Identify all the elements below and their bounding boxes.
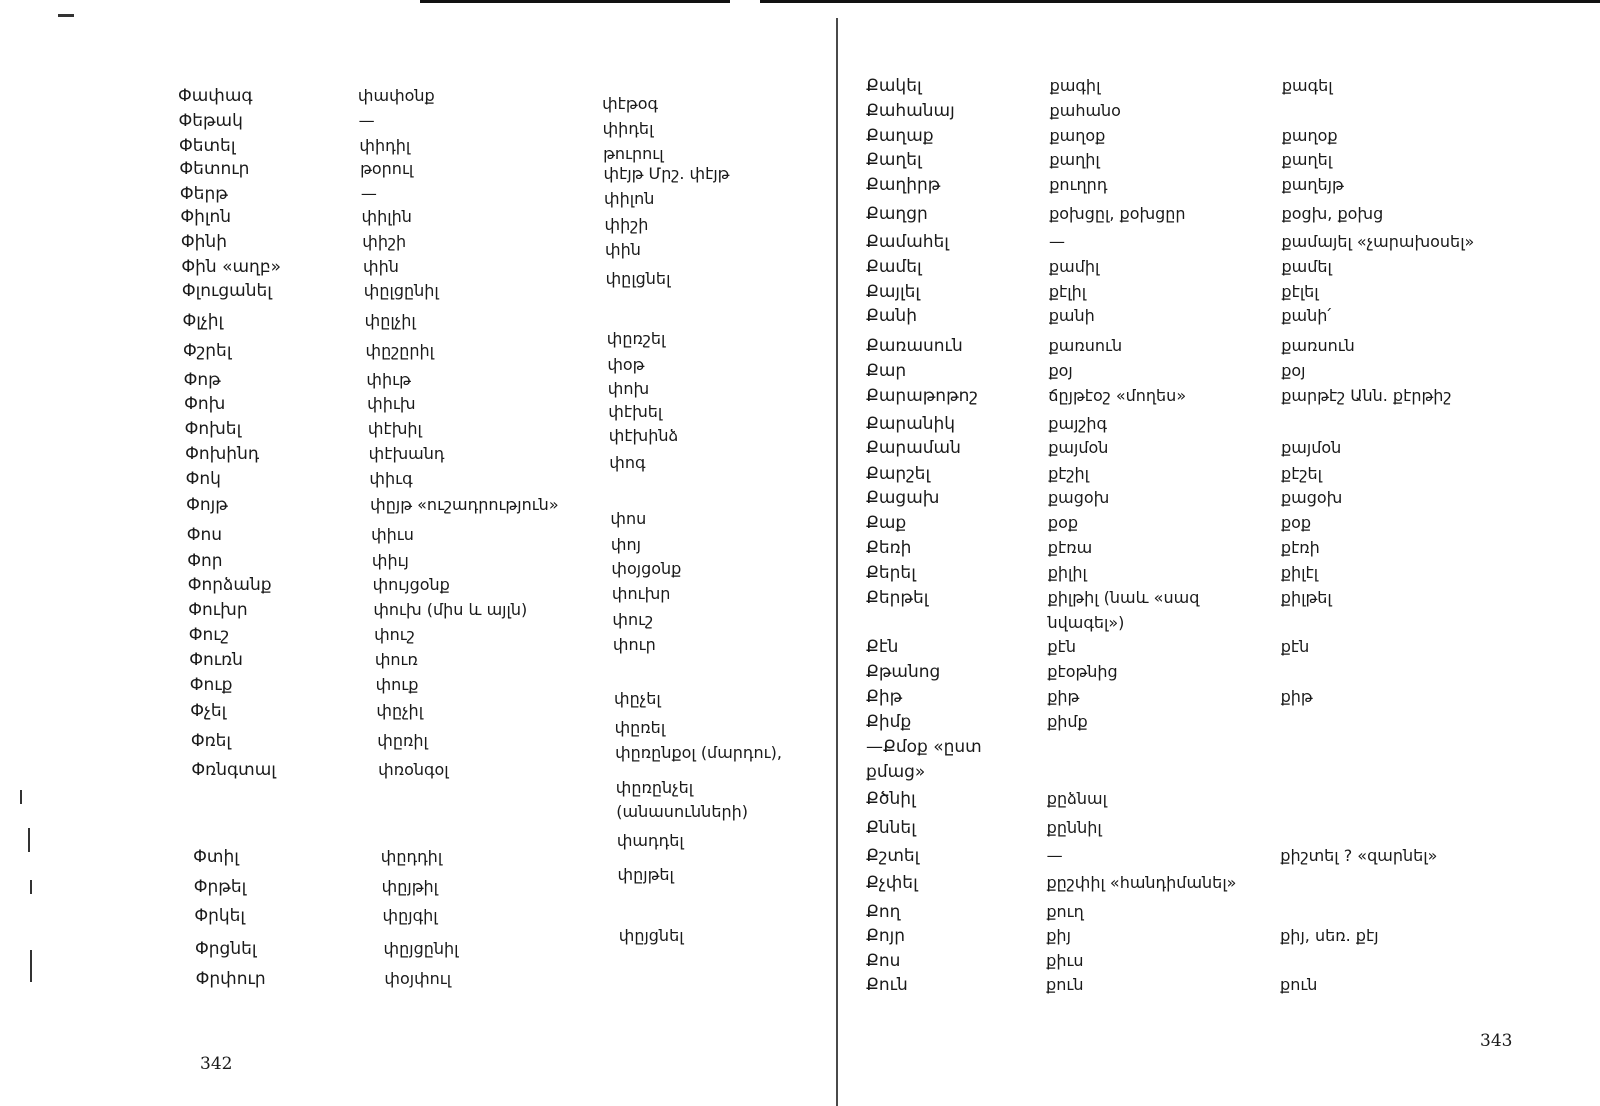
- dialect-form-2: փէյթ Մրշ. փէյթ: [603, 164, 730, 183]
- headword: Փրկել: [194, 906, 246, 926]
- dialect-form-1: փուխ (միս և այլն): [373, 600, 528, 619]
- dialect-form-1: —: [1046, 846, 1063, 865]
- dialect-form-2: փիդել: [602, 119, 654, 138]
- dialect-form-2: փըռշել: [606, 329, 666, 348]
- dialect-form-2: փոս: [610, 509, 647, 528]
- dialect-form-1: փուք: [375, 675, 419, 694]
- headword: Փոխել: [184, 419, 242, 439]
- dialect-form-1: քուն: [1046, 975, 1084, 994]
- headword: Քարաթոթոշ: [866, 386, 978, 406]
- headword: Փուշ: [188, 625, 230, 645]
- dialect-form-2: թուրուլ: [603, 144, 664, 163]
- headword: Քուն: [866, 975, 908, 995]
- dialect-form-1: փիւգ: [369, 469, 413, 488]
- page-number: 343: [1480, 1031, 1513, 1051]
- dialect-form-2: փոյ: [610, 535, 641, 554]
- dialect-form-1: քըձնալ: [1046, 789, 1107, 808]
- dialect-form-1: քէն: [1047, 637, 1076, 656]
- headword: Քշտել: [866, 846, 920, 866]
- dialect-form-1: փըշըրիլ: [365, 341, 435, 360]
- dialect-form-2: քօցխ, քօխց: [1281, 204, 1384, 223]
- dialect-form-1: փույցօնք: [372, 575, 450, 594]
- dialect-form-1: փըլցընիլ: [363, 281, 439, 300]
- dialect-form-1: քուղրդ: [1049, 175, 1108, 194]
- headword: Փռել: [190, 731, 232, 751]
- dialect-form-1: քացօխ: [1048, 488, 1110, 507]
- headword: Փուք: [189, 675, 233, 695]
- page-number: 342: [200, 1054, 233, 1074]
- headword: Քերթել: [866, 588, 929, 608]
- dialect-form-1: քագիլ: [1049, 76, 1101, 95]
- dialect-form-2: քիշտել ? «զարնել»: [1280, 846, 1438, 865]
- headword: —Քմօք «ըստ: [866, 737, 982, 757]
- dialect-form-1: փըյթիլ: [381, 877, 438, 896]
- headword: Քեռի: [866, 538, 912, 558]
- headword: Փրթել: [193, 877, 247, 897]
- dialect-form-1: փէխանդ: [368, 444, 445, 463]
- dialect-form-1: քօք: [1047, 513, 1078, 532]
- dialect-form-2: փըռընչել: [615, 778, 694, 797]
- dialect-form-1: փուշ: [374, 625, 415, 644]
- right-page: [840, 0, 1600, 1106]
- headword: Քչփել: [866, 873, 918, 893]
- dialect-form-2: փէխել: [608, 402, 663, 421]
- dialect-form-2: փիշի: [604, 215, 649, 234]
- dialect-form-2: քիլթել: [1280, 588, 1332, 607]
- headword: Փուխր: [188, 600, 248, 620]
- headword: Փերթ: [179, 184, 228, 204]
- headword: Քարաման: [866, 438, 961, 458]
- headword: Քաղաք: [866, 126, 934, 146]
- dialect-form-1: քէշիլ: [1048, 464, 1089, 483]
- dialect-form-2: քիլէլ: [1280, 563, 1319, 582]
- dialect-form-1: քանի: [1048, 306, 1095, 325]
- dialect-form-1: փըչիլ: [376, 701, 424, 720]
- headword: Փրցնել: [195, 939, 257, 959]
- dialect-form-2: քիթ: [1280, 687, 1313, 706]
- dialect-form-2: փըյթել: [617, 865, 674, 884]
- headword: Փորձանք: [187, 575, 272, 595]
- headword: Փլուցանել: [181, 281, 272, 301]
- headword: Քաղցր: [866, 204, 928, 224]
- dialect-form-1: փուռ: [374, 650, 418, 669]
- dialect-form-2: քայմօն: [1281, 438, 1342, 457]
- dialect-form-1: քէօթնից: [1047, 662, 1118, 681]
- headword: Քթանոց: [866, 662, 941, 682]
- dialect-form-2: փէխինձ: [608, 426, 679, 445]
- dialect-form-1: քիմք: [1047, 712, 1088, 731]
- headword: Փետուր: [179, 159, 250, 179]
- headword: Քարշել: [866, 464, 931, 484]
- dialect-form-1: նվագել»): [1047, 613, 1125, 632]
- headword: Փինի: [180, 232, 227, 252]
- dialect-form-1: քամիլ: [1048, 257, 1100, 276]
- headword: Քար: [866, 361, 907, 381]
- dialect-form-1: փըդդիլ: [380, 847, 443, 866]
- headword: Փոյթ: [186, 495, 228, 515]
- headword: Փոս: [186, 525, 223, 545]
- dialect-form-1: քիլթիլ (նաև «սազ: [1047, 588, 1200, 607]
- dialect-form-1: փըլչիլ: [364, 311, 416, 330]
- headword: Քամել: [866, 257, 922, 277]
- headword: Քարանիկ: [866, 414, 956, 434]
- headword: Քոս: [866, 951, 901, 971]
- headword: Փլչիլ: [182, 311, 224, 331]
- dialect-form-2: փըլցնել: [605, 269, 671, 288]
- dialect-form-1: քահանօ: [1049, 101, 1121, 120]
- headword: Փշրել: [183, 341, 232, 361]
- dialect-form-1: քիլիլ: [1047, 563, 1087, 582]
- dialect-form-2: քամայել «չարախօսել»: [1281, 232, 1475, 251]
- dialect-form-1: քըննիլ: [1046, 818, 1102, 837]
- dialect-form-1: փըռիլ: [377, 731, 428, 750]
- dialect-form-2: քագել: [1281, 76, 1333, 95]
- dialect-form-1: քայմօն: [1048, 438, 1109, 457]
- dialect-form-1: —: [358, 111, 375, 130]
- headword: Քաղիրթ: [866, 175, 941, 195]
- headword: Քամահել: [866, 232, 949, 252]
- dialect-form-1: քիւս: [1046, 951, 1084, 970]
- dialect-form-2: փիլոն: [604, 189, 655, 208]
- headword: Փտիլ: [193, 847, 239, 867]
- headword: Փուռն: [189, 650, 243, 670]
- headword: Քող: [866, 902, 901, 922]
- headword: Փին «աղբ»: [181, 257, 282, 277]
- dialect-form-1: քառսուն: [1048, 336, 1123, 355]
- headword: Փեթակ: [178, 111, 243, 131]
- headword: Փոխինդ: [185, 444, 260, 464]
- dialect-form-1: փափօնք: [357, 86, 435, 105]
- dialect-form-1: քիյ: [1046, 926, 1071, 945]
- dialect-form-2: փին: [605, 240, 641, 259]
- headword: Փոր: [187, 551, 223, 571]
- headword: Փոկ: [185, 469, 221, 489]
- headword: Քառասուն: [866, 336, 963, 356]
- dialect-form-1: թօրուլ: [360, 159, 414, 178]
- dialect-form-2: քիյ, սեռ. քէյ: [1280, 926, 1379, 945]
- dialect-form-2: քուն: [1280, 975, 1318, 994]
- dialect-form-2: փէթօգ: [602, 94, 658, 113]
- dialect-form-1: փիւս: [371, 525, 414, 544]
- dialect-form-2: փօյցօնք: [611, 559, 682, 578]
- dialect-form-1: —: [360, 184, 377, 203]
- dialect-form-2: փըյցնել: [618, 926, 684, 945]
- dialect-form-1: փօյփուլ: [384, 969, 452, 988]
- dialect-form-2: փօթ: [607, 355, 645, 374]
- headword: Քիմք: [866, 712, 912, 732]
- dialect-form-2: քէշել: [1281, 464, 1322, 483]
- headword: Քոյր: [866, 926, 906, 946]
- headword: Փոթ: [183, 370, 221, 390]
- dialect-form-1: փիւթ: [366, 370, 411, 389]
- dialect-form-1: փիւխ: [367, 394, 416, 413]
- dialect-form-2: փոգ: [609, 453, 646, 472]
- dialect-form-2: (անասունների): [616, 802, 748, 821]
- dialect-form-1: փիդիլ: [359, 136, 411, 155]
- dialect-form-2: քարթէշ Անն. քէրթիշ: [1281, 386, 1452, 405]
- dialect-form-2: քառսուն: [1281, 336, 1355, 355]
- dialect-form-1: քօխցըլ, քօխցըր: [1049, 204, 1186, 223]
- dialect-form-1: քօյ: [1048, 361, 1073, 380]
- headword: Քահանայ: [866, 101, 955, 121]
- dialect-form-2: քացօխ: [1281, 488, 1343, 507]
- headword: Քծնիլ: [866, 789, 916, 809]
- headword: Փետել: [178, 136, 236, 156]
- headword: Փիլոն: [180, 207, 232, 227]
- dialect-form-1: քըշփիլ «հանդիմանել»: [1046, 873, 1237, 892]
- headword: Քաք: [866, 513, 907, 533]
- dialect-form-1: փիլին: [361, 207, 412, 226]
- dialect-form-2: փըռընքօլ (մարդու),: [615, 743, 782, 762]
- dialect-form-1: քաղօք: [1049, 126, 1106, 145]
- dialect-form-2: փուշ: [612, 610, 654, 629]
- dialect-form-1: ճըյթէօշ «մողես»: [1048, 386, 1187, 405]
- dialect-form-1: փըյցընիլ: [383, 939, 459, 958]
- dialect-form-1: փիւյ: [371, 551, 409, 570]
- dialect-form-1: քէլիլ: [1048, 282, 1087, 301]
- dialect-form-1: քուղ: [1046, 902, 1084, 921]
- headword: Քակել: [866, 76, 922, 96]
- dialect-form-2: քօք: [1280, 513, 1312, 532]
- dialect-form-2: քէն: [1280, 637, 1310, 656]
- headword: Փռնգտալ: [191, 760, 276, 780]
- dialect-form-1: քայշիգ: [1048, 414, 1108, 433]
- dialect-form-1: փէխիլ: [367, 419, 422, 438]
- dialect-form-1: փռօնգօլ: [378, 760, 449, 779]
- headword: Քերել: [866, 563, 916, 583]
- headword: Փոխ: [184, 394, 226, 414]
- dialect-form-2: փըչել: [614, 689, 661, 708]
- headword: Փափագ: [177, 86, 253, 106]
- dialect-form-2: քաղօք: [1281, 126, 1338, 145]
- dialect-form-2: քանի՛: [1281, 306, 1332, 325]
- headword: Քայլել: [866, 282, 921, 302]
- dialect-form-1: փըյթ «ուշադրություն»: [370, 495, 559, 514]
- dialect-form-1: —: [1049, 232, 1066, 251]
- dialect-form-2: փըռել: [614, 718, 666, 737]
- headword: Քէն: [866, 637, 899, 657]
- headword: Փրփուր: [195, 969, 266, 989]
- dialect-form-2: փադդել: [616, 831, 684, 850]
- dialect-form-2: քաղեյթ: [1281, 175, 1344, 194]
- dialect-form-2: փոխ: [607, 379, 650, 398]
- dialect-form-2: քէլել: [1281, 282, 1319, 301]
- dialect-form-1: քաղիլ: [1049, 150, 1100, 169]
- dialect-form-1: փին: [363, 257, 399, 276]
- headword: քմաց»: [866, 762, 926, 782]
- dialect-form-2: փուր: [612, 635, 656, 654]
- dialect-form-2: քօյ: [1281, 361, 1306, 380]
- headword: Քաղել: [866, 150, 922, 170]
- headword: Քննել: [866, 818, 916, 838]
- dialect-form-2: քաղել: [1281, 150, 1333, 169]
- dialect-form-1: քէռա: [1047, 538, 1093, 557]
- headword: Քանի: [866, 306, 917, 326]
- dialect-form-2: քէռի: [1280, 538, 1320, 557]
- headword: Փչել: [190, 701, 227, 721]
- headword: Քացախ: [866, 488, 940, 508]
- dialect-form-1: փիշի: [362, 232, 407, 251]
- dialect-form-1: քիթ: [1047, 687, 1080, 706]
- dialect-form-2: քամել: [1281, 257, 1332, 276]
- dialect-form-1: փըյգիլ: [382, 906, 438, 925]
- dialect-form-2: փուխր: [611, 584, 671, 603]
- headword: Քիթ: [866, 687, 903, 707]
